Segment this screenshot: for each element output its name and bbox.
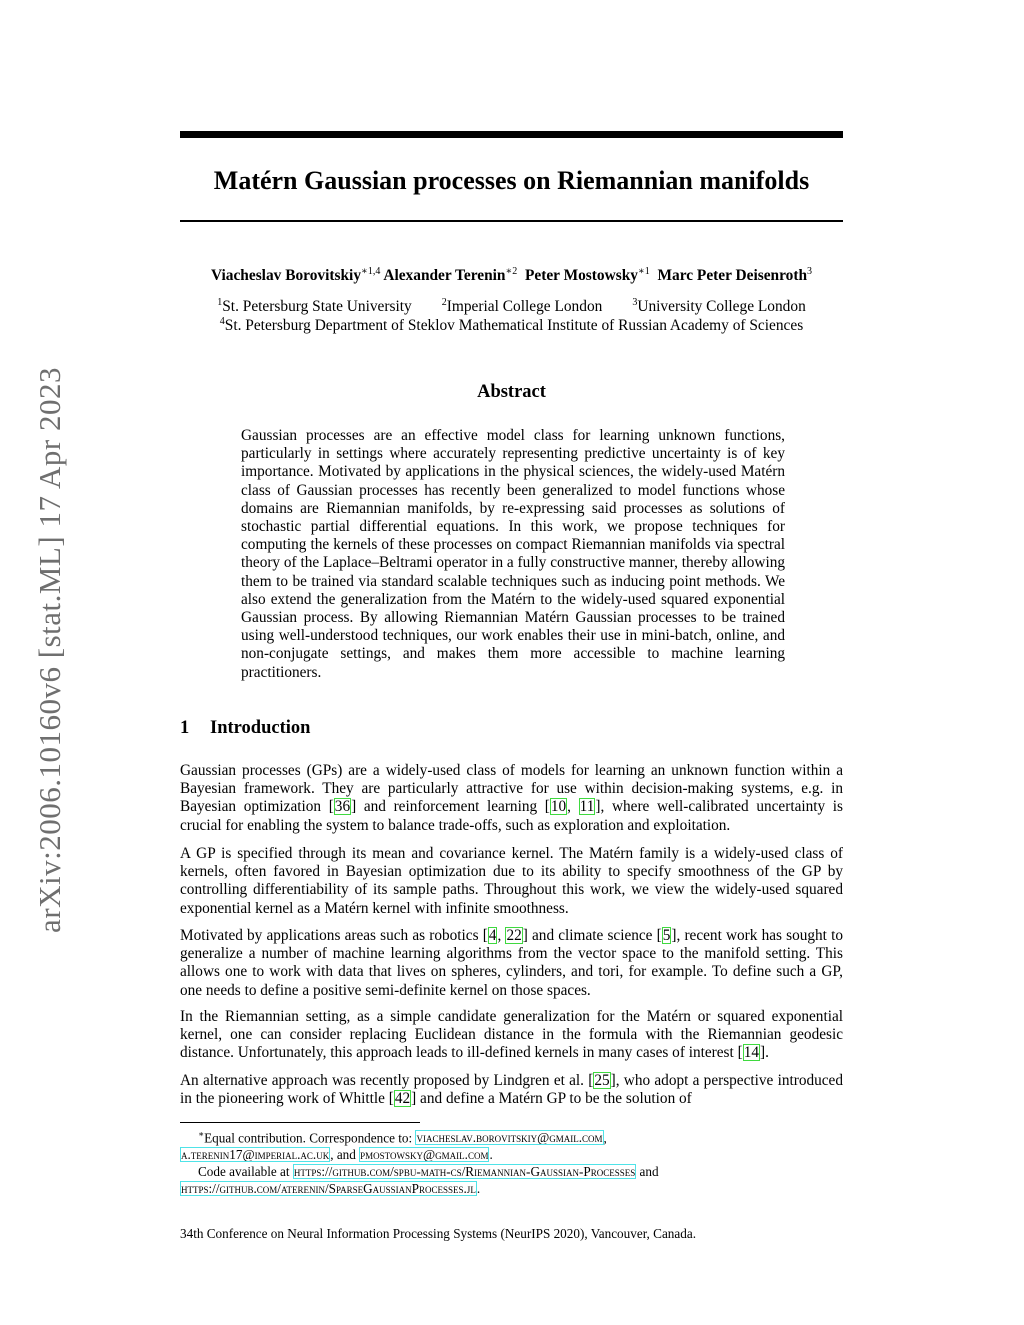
paragraph: An alternative approach was recently proposed by Lindgren et al. [25], who adopt a perspective introduced in the pioneering work of Whittle [42] and define a Matérn GP to be the solution of <box>180 1072 843 1108</box>
email-link[interactable]: pmostowsky@gmail.com <box>360 1147 489 1163</box>
footnote-rule <box>180 1122 420 1123</box>
abstract-text: Gaussian processes are an effective model class for learning unknown functions, particularly in settings where accurately representing predictive uncertainty is of key importance. Motivated by applications in the physical sciences, the widely-used Matérn class of Gaussian processes has recently been generalized to model functions whose domains are Riemannian manifolds, by re-expressing said processes as solutions of stochastic partial differential equations. In this work, we propose techniques for computing the kernels of these processes on compact Riemannian manifolds via spectral theory of the Laplace–Beltrami operator in a fully constructive manner, thereby allowing them to be trained via standard scalable techniques such as inducing point methods. We also extend the generalization from the Matérn to the widely-used squared exponential Gaussian process. By allowing Riemannian Matérn Gaussian processes to be trained using well-understood techniques, our work enables their use in mini-batch, online, and non-conjugate settings, and makes them more accessible to machine learning practitioners. <box>241 427 785 681</box>
paper-title: Matérn Gaussian processes on Riemannian manifolds <box>213 166 810 195</box>
code-url-link[interactable]: https://github.com/spbu-math-cs/Riemannian-Gaussian-Processes <box>293 1164 636 1180</box>
author-name: Viacheslav Borovitskiy <box>210 267 362 285</box>
affiliation: St. Petersburg Department of Steklov Mathematical Institute of Russian Academy of Sciences <box>224 317 804 335</box>
author-name: Alexander Terenin <box>383 267 506 285</box>
section-heading <box>180 718 310 739</box>
paragraph: A GP is specified through its mean and covariance kernel. The Matérn family is a widely-used class of kernels, often favored in Bayesian optimization due to its ability to specify smoothness of the GP by controlling differentiability of its sample paths. Throughout this work, we view the widely-used squared exponential kernel as a Matérn kernel with infinite smoothness. <box>180 845 843 917</box>
paragraph: Motivated by applications areas such as robotics [4, 22] and climate science [5], recent work has sought to generalize a number of machine learning algorithms from the vector space to the manifold setting. This allows one to work with data that lives on spheres, cylinders, and tori, for example. To define such a GP, one needs to define a positive semi-definite kernel on those spaces. <box>180 927 843 999</box>
paragraph: In the Riemannian setting, as a simple candidate generalization for the Matérn or squared exponential kernel, one can consider replacing Euclidean distance in the formula with the Riemannian geodesic distance. Unfortunately, this approach leads to ill-defined kernels in many cases of interest [14]. <box>180 1008 843 1062</box>
citation-link[interactable]: 11 <box>579 798 595 816</box>
citation-link[interactable]: 5 <box>662 927 671 944</box>
section-number: 1 <box>180 718 190 738</box>
footnote: ∗Equal contribution. Correspondence to: viacheslav.borovitskiy@gmail.com, a.terenin17@imperial.ac.uk, and pmostowsky@gmail.com. Code available at https://github.com/spbu-math-cs/Riemannian-Gaussian-Processes and https://github.com/aterenin/SparseGaussianProcesses.jl. <box>180 1126 843 1197</box>
footnote-code: Code available at https://github.com/spbu-math-cs/Riemannian-Gaussian-Processes and <box>198 1164 659 1180</box>
footnote-contact: ∗Equal contribution. Correspondence to: viacheslav.borovitskiy@gmail.com, <box>198 1129 607 1146</box>
citation-link[interactable]: 10 <box>550 798 567 816</box>
citation-link[interactable]: 25 <box>594 1072 610 1089</box>
code-url-link[interactable]: https://github.com/aterenin/SparseGaussianProcesses.jl <box>181 1181 476 1197</box>
citation-link[interactable]: 42 <box>394 1090 411 1108</box>
section-title: Introduction <box>210 718 311 738</box>
affiliation: University College London <box>637 298 806 316</box>
citation-link[interactable]: 14 <box>743 1044 759 1062</box>
citation-link[interactable]: 36 <box>334 798 351 816</box>
email-link[interactable]: viacheslav.borovitskiy@gmail.com <box>416 1130 603 1146</box>
conference-note: 34th Conference on Neural Information Processing Systems (NeurIPS 2020), Vancouver, Canada. <box>180 1226 696 1241</box>
affiliations-line-1: $^1$St. Petersburg State University $^2$Imperial College London $^3$University College London <box>217 297 806 316</box>
citation-link[interactable]: 4 <box>488 927 497 944</box>
email-link[interactable]: a.terenin17@imperial.ac.uk <box>181 1147 330 1163</box>
arxiv-id: arXiv:2006.10160v6 [stat.ML] 17 Apr 2023 <box>32 367 67 933</box>
author-name: Peter Mostowsky <box>524 267 638 285</box>
title-bottom-rule <box>180 220 843 222</box>
author-name: Marc Peter Deisenroth <box>657 267 808 285</box>
abstract-heading: Abstract <box>477 382 546 402</box>
author-list: Viacheslav Borovitskiy$^{∗1,4}$ Alexander Terenin$^{∗2}$ Peter Mostowsky$^{∗1}$ Marc Peter Deisenroth$^3$ <box>210 266 813 285</box>
paragraph: Gaussian processes (GPs) are a widely-used class of models for learning an unknown function within a Bayesian framework. They are particularly attractive for use within decision-making systems, e.g. in Bayesian optimization [36] and reinforcement learning [10, 11], where well-calibrated uncertainty is crucial for enabling the system to balance trade-offs, such as exploration and exploitation. <box>180 762 844 834</box>
affiliation: St. Petersburg State University <box>222 298 412 316</box>
title-top-rule <box>180 131 843 138</box>
affiliation: Imperial College London <box>446 298 603 316</box>
citation-link[interactable]: 22 <box>506 927 522 944</box>
affiliations-line-2: $^4$St. Petersburg Department of Steklov Mathematical Institute of Russian Academy of Sciences <box>219 316 804 335</box>
